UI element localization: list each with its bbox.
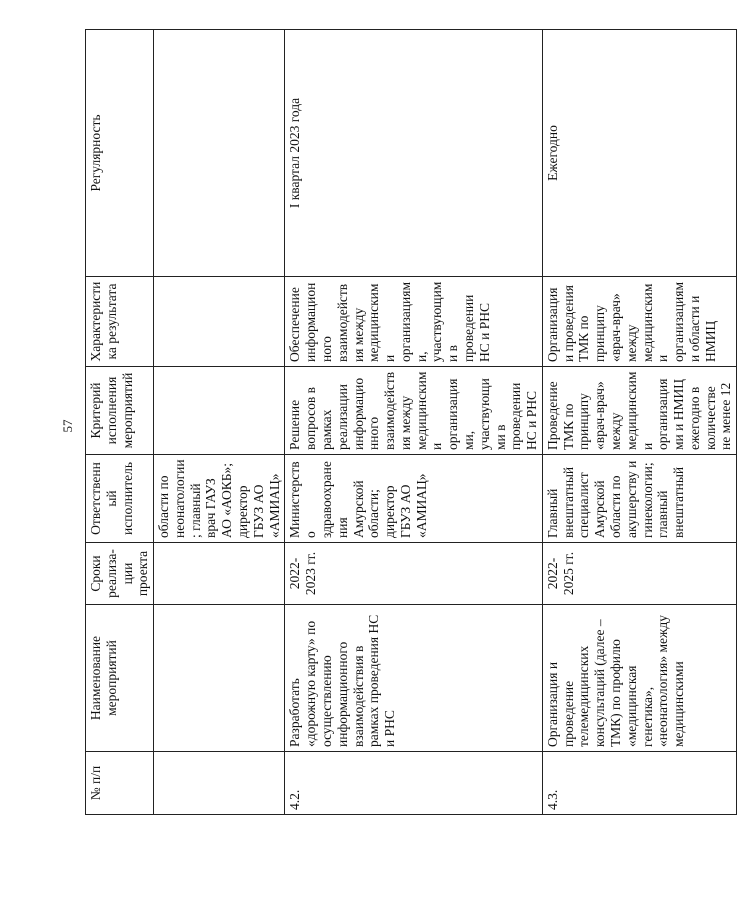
header-number: № п/п [86,752,154,815]
header-regularity: Регулярность [86,30,154,277]
table-header-row [86,30,154,815]
rotated-table-container [85,30,734,815]
cell-number [154,752,285,815]
page-number: 57 [60,419,75,433]
cell-terms: 2022-2023 гг. [285,543,543,605]
cell-result: Организация и проведения ТМК по принципу «врач-врач» между медицинскими организациями области и НМИЦ [542,277,736,367]
cell-regularity: I квартал 2023 года [285,30,543,277]
cell-result: Обеспечение информационного взаимодействия между медицинскими организациями, участвующими в проведении НС и РНС [285,277,543,367]
cell-terms [154,543,285,605]
header-responsible: Ответственный исполнитель [86,455,154,543]
cell-regularity [154,30,285,277]
cell-responsible: Министерство здравоохранения Амурской области; директор ГБУЗ АО «АМИАЦ» [285,455,543,543]
header-name: Наименование мероприятий [86,605,154,752]
cell-terms: 2022-2025 гг. [542,543,736,605]
cell-number: 4.3. [542,752,736,815]
cell-criterion [154,367,285,455]
table-row [154,30,285,815]
table-row [542,30,736,815]
cell-name: Организация и проведение телемедицинских консультаций (далее – ТМК) по профилю «медицинская генетика», «неонатология» между медицинскими [542,605,736,752]
cell-regularity: Ежегодно [542,30,736,277]
header-result: Характеристика результата [86,277,154,367]
header-terms: Сроки реализа-ции проекта [86,543,154,605]
cell-name: Разработать «дорожную карту» по осуществлению информационного взаимодействия в рамках проведения НС и РНС [285,605,543,752]
header-criterion: Критерий исполнения мероприятий [86,367,154,455]
cell-result [154,277,285,367]
cell-name [154,605,285,752]
cell-criterion: Решение вопросов в рамках реализации информационного взаимодействия между медицинскими организациями, участвующими в проведении НС и РНС [285,367,543,455]
cell-responsible: области по неонатологии; главный врач ГАУЗ АО «АОКБ»; директор ГБУЗ АО «АМИАЦ» [154,455,285,543]
cell-criterion: Проведение ТМК по принципу «врач-врач» между медицинскими организациями и НМИЦ ежегодно в количестве не менее 12 [542,367,736,455]
table-row [285,30,543,815]
events-table [85,29,737,815]
cell-responsible: Главный внештатный специалист Амурской области по акушерству и гинекологии; главный внештатный [542,455,736,543]
cell-number: 4.2. [285,752,543,815]
